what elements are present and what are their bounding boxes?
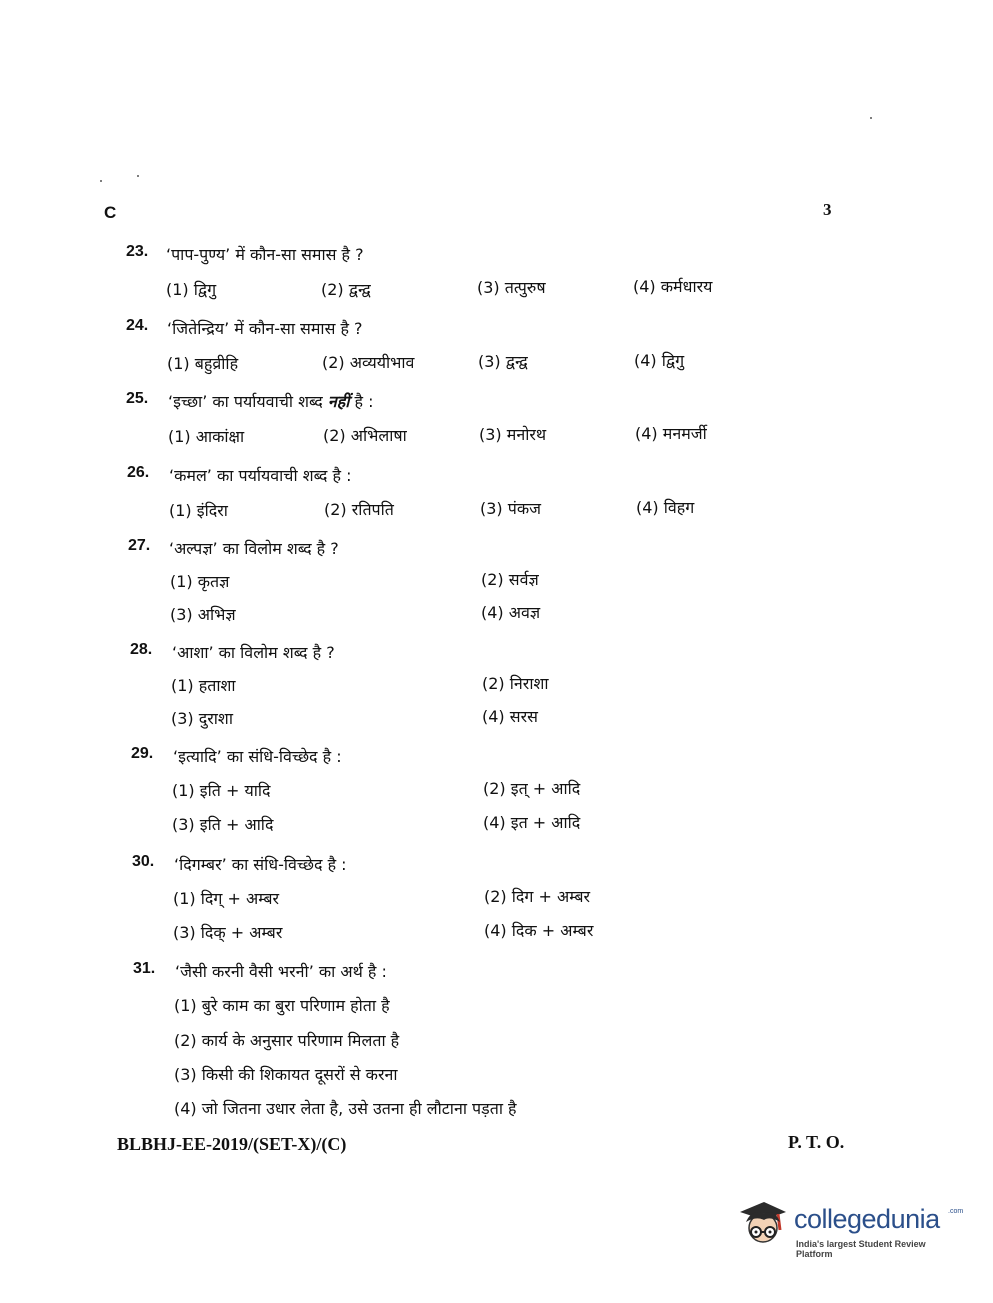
logo-tld: .com [948, 1208, 964, 1215]
scan-speck [870, 117, 872, 119]
question-text: ‘अल्पज्ञ’ का विलोम शब्द है ? [169, 539, 339, 558]
paper-code: BLBHJ-EE-2019/(SET-X)/(C) [117, 1134, 347, 1154]
option-1: (1) दिग् + अम्बर [173, 889, 280, 908]
set-letter: C [104, 203, 117, 222]
option-1: (1) बुरे काम का बुरा परिणाम होता है [174, 996, 390, 1015]
option-2: (2) सर्वज्ञ [481, 570, 539, 589]
question-text: ‘आशा’ का विलोम शब्द है ? [172, 643, 335, 662]
question-number: 29. [131, 745, 154, 762]
option-4: (4) दिक + अम्बर [484, 921, 594, 940]
option-2: (2) अव्ययीभाव [322, 353, 415, 372]
question-text [168, 390, 374, 412]
question-number: 31. [133, 960, 156, 977]
option-4: (4) मनमर्जी [635, 424, 707, 443]
option-2: (2) कार्य के अनुसार परिणाम मिलता है [174, 1031, 400, 1050]
scan-speck [100, 180, 102, 182]
option-4: (4) द्विगु [634, 351, 685, 370]
option-3: (3) दिक् + अम्बर [173, 923, 283, 942]
option-1: (1) आकांक्षा [168, 427, 245, 446]
option-1: (1) हताशा [171, 676, 236, 695]
page-number: 3 [823, 200, 832, 219]
logo-tagline: India's largest Student Review Platform [796, 1239, 926, 1259]
option-2: (2) रतिपति [324, 500, 394, 519]
question-text: ‘दिगम्बर’ का संधि-विच्छेद है : [174, 855, 347, 874]
question-number: 30. [132, 853, 155, 870]
logo-wordmark: collegedunia [794, 1204, 940, 1234]
option-3: (3) तत्पुरुष [477, 278, 546, 297]
option-4: (4) अवज्ञ [481, 603, 541, 622]
option-3: (3) अभिज्ञ [170, 605, 236, 624]
question-text: ‘कमल’ का पर्यायवाची शब्द है : [169, 466, 352, 485]
question-text: ‘इत्यादि’ का संधि-विच्छेद है : [173, 747, 342, 766]
collegedunia-logo [734, 1196, 964, 1259]
please-turn-over: P. T. O. [788, 1132, 845, 1152]
question-number: 27. [128, 537, 151, 554]
option-3: (3) मनोरथ [479, 425, 547, 444]
option-3: (3) पंकज [480, 499, 541, 518]
option-3: (3) दुराशा [171, 709, 233, 728]
question-number: 28. [130, 641, 153, 658]
option-4: (4) जो जितना उधार लेता है, उसे उतना ही लौटाना पड़ता है [174, 1099, 517, 1118]
question-number: 25. [126, 390, 149, 407]
option-3: (3) किसी की शिकायत दूसरों से करना [174, 1065, 398, 1084]
option-4: (4) कर्मधारय [633, 277, 713, 296]
option-4: (4) सरस [482, 707, 538, 726]
option-3: (3) द्वन्द्व [478, 352, 528, 371]
question-number: 24. [126, 317, 149, 334]
question-text: ‘जितेन्द्रिय’ में कौन-सा समास है ? [167, 319, 363, 338]
option-2: (2) निराशा [482, 674, 549, 693]
option-1: (1) कृतज्ञ [170, 572, 230, 591]
option-2: (2) अभिलाषा [323, 426, 407, 445]
question-text: ‘जैसी करनी वैसी भरनी’ का अर्थ है : [175, 962, 387, 981]
question-text-before: ‘इच्छा’ का पर्यायवाची शब्द [168, 392, 328, 411]
option-1: (1) बहुव्रीहि [167, 354, 239, 373]
question-text-emphasis: नहीं [327, 392, 350, 411]
option-3: (3) इति + आदि [172, 815, 274, 834]
question-number: 26. [127, 464, 150, 481]
option-2: (2) दिग + अम्बर [484, 887, 591, 906]
scan-speck [137, 175, 139, 177]
option-2: (2) द्वन्द्व [321, 280, 371, 299]
option-4: (4) इत + आदि [483, 813, 581, 832]
question-text-after: है : [349, 392, 374, 411]
option-1: (1) द्विगु [166, 280, 217, 299]
question-text: ‘पाप-पुण्य’ में कौन-सा समास है ? [166, 245, 364, 264]
student-mascot-icon [734, 1196, 792, 1254]
option-2: (2) इत् + आदि [483, 779, 581, 798]
option-4: (4) विहग [636, 498, 695, 517]
option-1: (1) इंदिरा [169, 501, 228, 520]
option-1: (1) इति + यादि [172, 781, 271, 800]
question-number: 23. [126, 243, 149, 260]
